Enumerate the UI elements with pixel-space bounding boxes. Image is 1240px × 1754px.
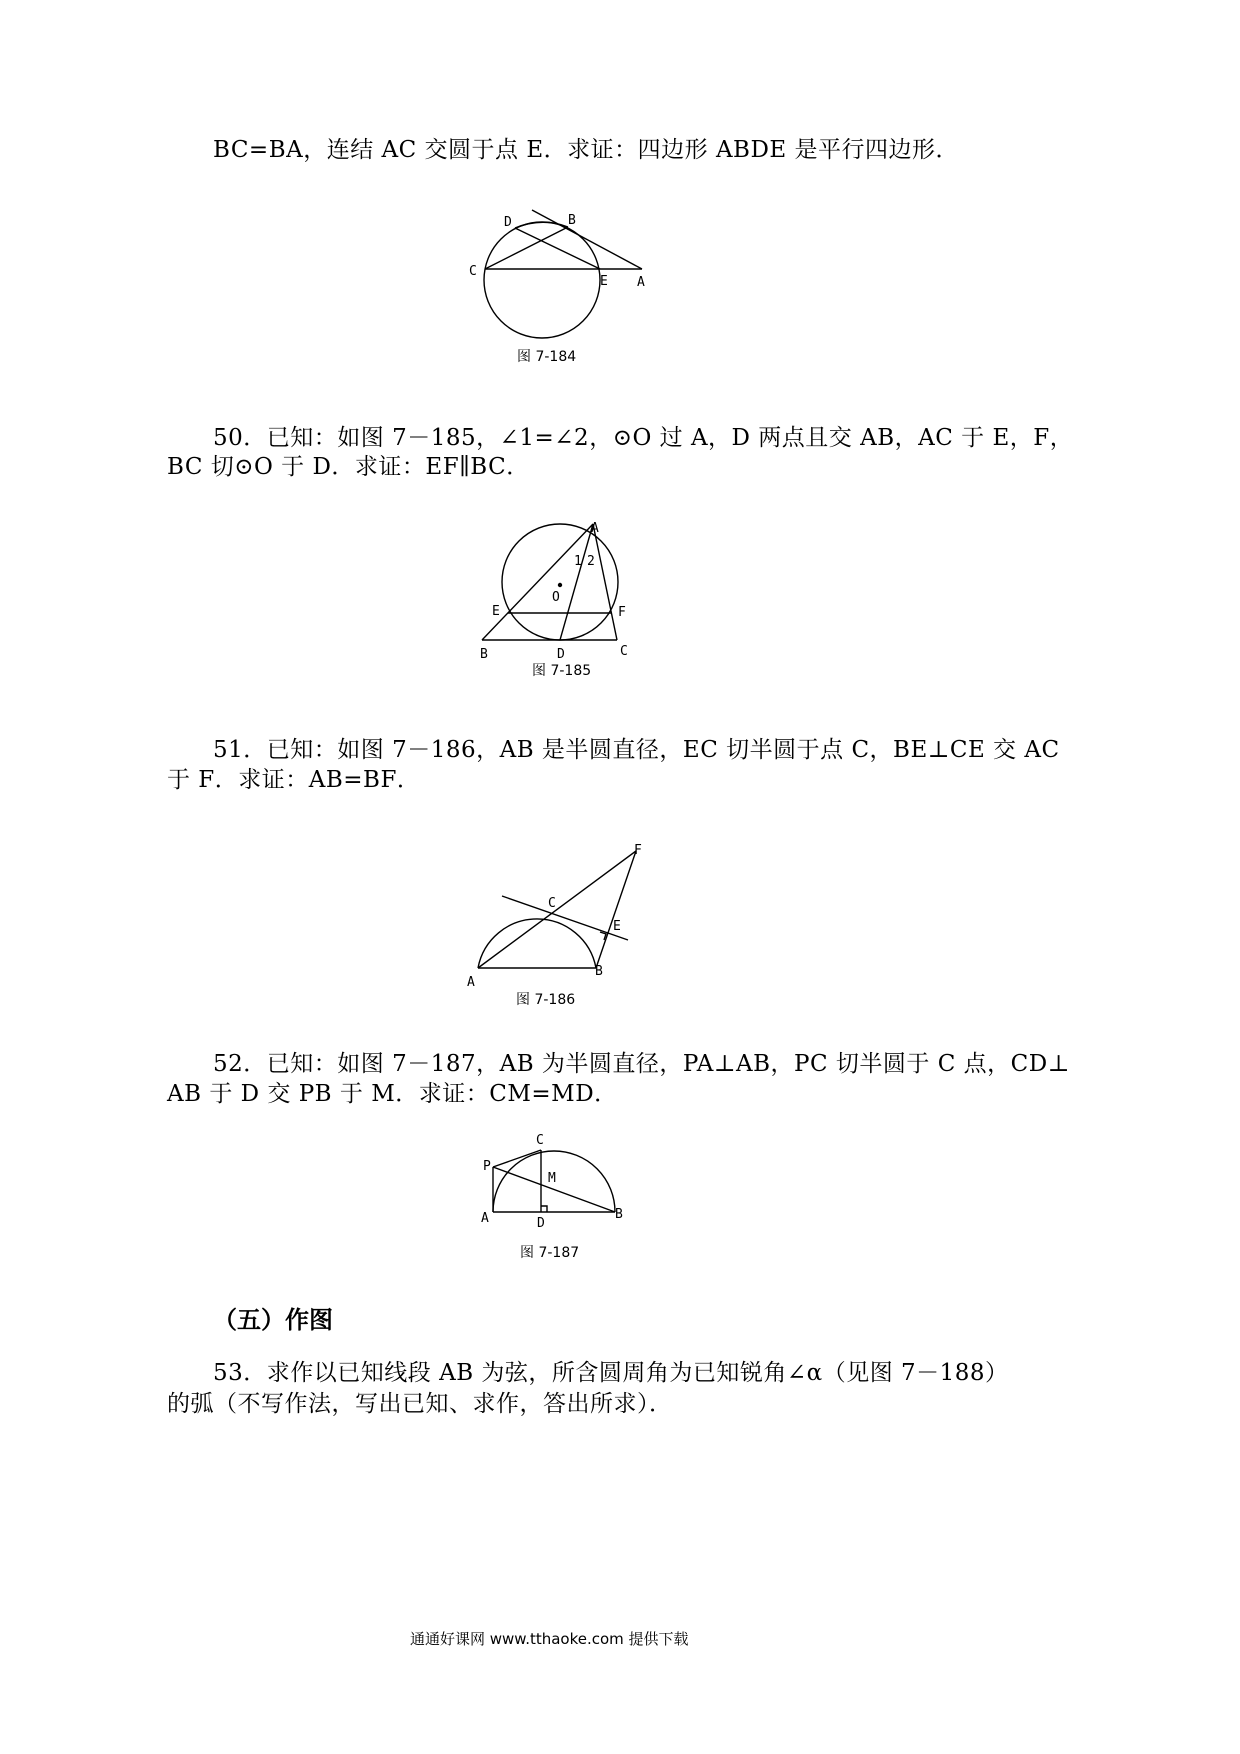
fig185-label-f: F <box>618 605 626 620</box>
fig186-label-b: B <box>595 964 603 979</box>
problem-51-line2: 于 F．求证：AB=BF． <box>167 767 421 793</box>
fig187-label-m: M <box>548 1171 556 1186</box>
fig186-label-c: C <box>548 896 556 911</box>
problem-53-line2: 的弧（不写作法，写出已知、求作，答出所求）． <box>167 1391 673 1417</box>
fig185-label-e: E <box>492 604 500 619</box>
fig186-semicircle <box>478 919 596 968</box>
figure-7-186 <box>458 840 668 1010</box>
fig185-caption: 图 7-185 <box>532 663 592 679</box>
fig185-label-a: A <box>591 521 599 536</box>
fig187-right-angle <box>541 1206 547 1212</box>
fig187-tangent-pc <box>493 1150 541 1167</box>
problem-50-line2: BC 切⊙O 于 D．求证：EF∥BC． <box>167 454 530 480</box>
fig185-center-dot <box>559 584 562 587</box>
fig184-label-b: B <box>568 213 576 228</box>
fig186-tangent-ce <box>502 896 628 940</box>
fig187-label-c: C <box>536 1133 544 1148</box>
fig187-label-d: D <box>537 1216 545 1231</box>
problem-52-line1: 52．已知：如图 7－187，AB 为半圆直径，PA⊥AB，PC 切半圆于 C 点，CD⊥ <box>213 1051 1070 1077</box>
fig186-label-f: F <box>634 843 642 858</box>
fig184-label-d: D <box>504 215 512 230</box>
fig184-arc-db <box>515 222 568 228</box>
fig185-label-2: 2 <box>587 554 595 569</box>
fig185-line-ac <box>593 524 617 640</box>
fig185-circle <box>502 524 618 640</box>
fig184-label-c: C <box>469 264 477 279</box>
problem-50-line1: 50．已知：如图 7－185，∠1=∠2，⊙O 过 A，D 两点且交 AB，AC 于 E，F， <box>213 425 1074 451</box>
problem-52-line2: AB 于 D 交 PB 于 M．求证：CM=MD． <box>167 1081 618 1107</box>
fig187-label-a: A <box>481 1211 489 1226</box>
fig185-label-1: 1 <box>574 554 582 569</box>
figure-7-187 <box>478 1130 638 1265</box>
fig186-caption: 图 7-186 <box>516 992 576 1008</box>
page-footer: 通通好课网 www.tthaoke.com 提供下载 <box>410 1630 689 1648</box>
fig187-label-b: B <box>615 1207 623 1222</box>
fig185-label-d: D <box>557 647 565 662</box>
fig185-label-b: B <box>480 647 488 662</box>
fig184-caption: 图 7-184 <box>517 349 577 365</box>
fig186-line-bf <box>596 851 636 968</box>
fig186-label-a: A <box>467 975 475 990</box>
fig186-label-e: E <box>613 919 621 934</box>
problem-53-line1: 53．求作以已知线段 AB 为弦，所含圆周角为已知锐角∠α（见图 7－188） <box>213 1360 1009 1386</box>
figure-7-185 <box>470 518 640 683</box>
fig187-caption: 图 7-187 <box>520 1245 580 1261</box>
fig184-line-ba <box>532 210 642 269</box>
problem-49-text: BC=BA，连结 AC 交圆于点 E．求证：四边形 ABDE 是平行四边形． <box>213 137 960 163</box>
section-heading: （五）作图 <box>213 1306 333 1334</box>
fig185-label-o: O <box>552 590 560 605</box>
fig186-right-angle <box>600 932 606 940</box>
fig184-label-a: A <box>637 275 645 290</box>
fig184-line-de <box>515 228 600 269</box>
problem-51-line1: 51．已知：如图 7－186，AB 是半圆直径，EC 切半圆于点 C，BE⊥CE 交 AC <box>213 737 1060 763</box>
fig185-label-c: C <box>620 644 628 659</box>
fig186-line-af <box>478 851 636 968</box>
figure-7-184 <box>460 205 660 370</box>
fig187-label-p: P <box>483 1159 491 1174</box>
fig184-label-e: E <box>600 274 608 289</box>
